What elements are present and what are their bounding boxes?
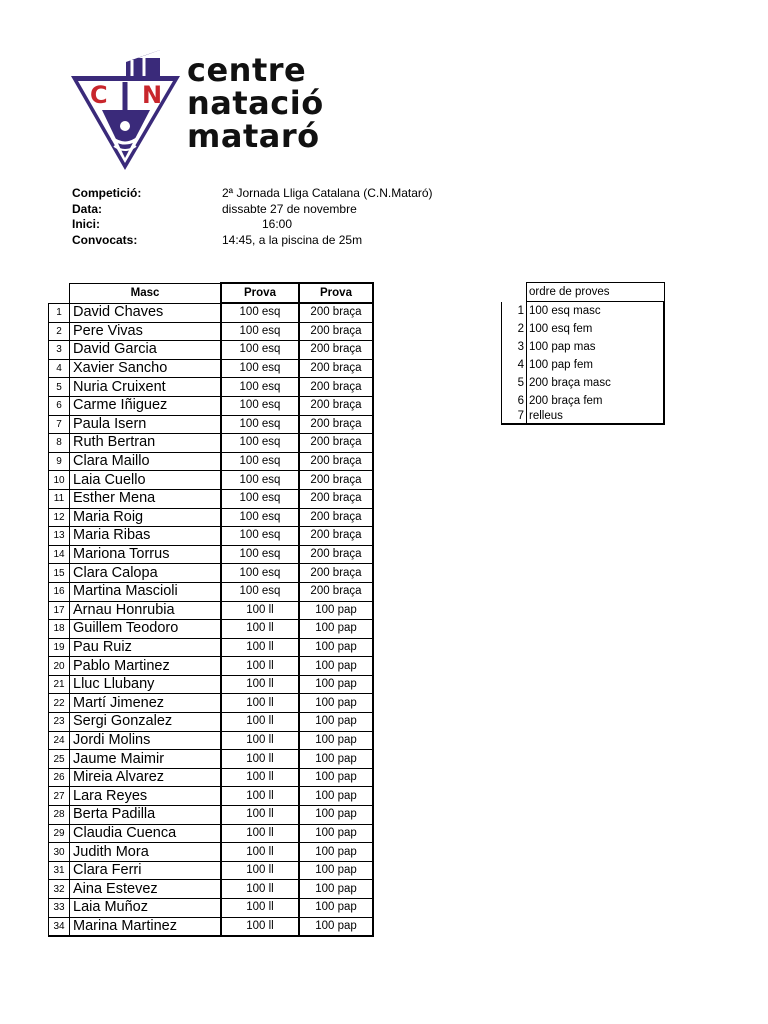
swimmer-name: Nuria Cruixent	[70, 378, 222, 397]
event-1: 100 esq	[221, 341, 299, 360]
convocats-row	[72, 233, 492, 249]
roster-row-number: 7	[49, 415, 70, 434]
roster-row	[49, 359, 374, 378]
swimmer-name: Claudia Cuenca	[70, 824, 222, 843]
roster-row	[49, 620, 374, 639]
event-1: 100 ll	[221, 731, 299, 750]
crest-letter-n: N	[142, 81, 163, 109]
event-2: 200 braça	[299, 489, 373, 508]
swimmer-name: Guillem Teodoro	[70, 620, 222, 639]
roster-row	[49, 731, 374, 750]
event-2: 200 braça	[299, 322, 373, 341]
roster-row-number: 3	[49, 341, 70, 360]
roster-row-number: 29	[49, 824, 70, 843]
roster-row	[49, 713, 374, 732]
roster-row	[49, 396, 374, 415]
event-1: 100 esq	[221, 508, 299, 527]
event-order-table	[501, 282, 665, 425]
event-1: 100 ll	[221, 917, 299, 936]
swimmer-name: Mariona Torrus	[70, 545, 222, 564]
event-1: 100 esq	[221, 434, 299, 453]
roster-row	[49, 489, 374, 508]
roster-row-number: 31	[49, 861, 70, 880]
swimmer-name: Clara Ferri	[70, 861, 222, 880]
event-1: 100 esq	[221, 359, 299, 378]
event-order-header-blank	[502, 283, 527, 302]
roster-row-number: 1	[49, 303, 70, 322]
swimmer-name: Martina Mascioli	[70, 582, 222, 601]
roster-row	[49, 545, 374, 564]
event-1: 100 ll	[221, 638, 299, 657]
inici-value: 16:00	[262, 217, 293, 231]
swimmer-name: David Chaves	[70, 303, 222, 322]
event-order-number: 6	[502, 392, 527, 410]
swimmer-name: Lara Reyes	[70, 787, 222, 806]
roster-row	[49, 694, 374, 713]
roster-header-prova-1: Prova	[221, 283, 299, 303]
swimmer-name: Ruth Bertran	[70, 434, 222, 453]
convocats-value: 14:45, a la piscina de 25m	[222, 232, 363, 247]
event-1: 100 esq	[221, 415, 299, 434]
event-2: 100 pap	[299, 768, 373, 787]
roster-row	[49, 861, 374, 880]
roster-row	[49, 768, 374, 787]
roster-row-number: 16	[49, 582, 70, 601]
roster-header-masc: Masc	[70, 283, 222, 303]
roster-row-number: 12	[49, 508, 70, 527]
roster-table	[48, 282, 374, 937]
event-1: 100 esq	[221, 396, 299, 415]
competition-info	[72, 186, 492, 248]
event-1: 100 ll	[221, 824, 299, 843]
swimmer-name: Sergi Gonzalez	[70, 713, 222, 732]
event-2: 100 pap	[299, 713, 373, 732]
roster-row-number: 5	[49, 378, 70, 397]
swimmer-name: Arnau Honrubia	[70, 601, 222, 620]
club-crest-icon	[68, 48, 188, 174]
event-order-row	[502, 302, 665, 321]
event-2: 200 braça	[299, 434, 373, 453]
roster-row	[49, 787, 374, 806]
roster-row	[49, 917, 374, 936]
roster-row-number: 20	[49, 657, 70, 676]
event-1: 100 ll	[221, 768, 299, 787]
swimmer-name: Maria Ribas	[70, 527, 222, 546]
swimmer-name: Lluc Llubany	[70, 675, 222, 694]
data-label: Data:	[72, 201, 103, 216]
roster-row	[49, 582, 374, 601]
event-order-row	[502, 320, 665, 338]
event-1: 100 ll	[221, 843, 299, 862]
swimmer-name: Aina Estevez	[70, 880, 222, 899]
event-2: 100 pap	[299, 694, 373, 713]
event-1: 100 ll	[221, 806, 299, 825]
event-order-title: ordre de proves	[527, 283, 665, 302]
roster-row	[49, 899, 374, 918]
swimmer-name: Pere Vivas	[70, 322, 222, 341]
swimmer-name: Judith Mora	[70, 843, 222, 862]
event-2: 100 pap	[299, 731, 373, 750]
event-1: 100 esq	[221, 322, 299, 341]
roster-row	[49, 415, 374, 434]
roster-row-number: 8	[49, 434, 70, 453]
event-order-row	[502, 410, 665, 424]
swimmer-name: Mireia Alvarez	[70, 768, 222, 787]
event-2: 100 pap	[299, 750, 373, 769]
roster-row	[49, 341, 374, 360]
event-order-label: 200 braça fem	[527, 392, 665, 410]
swimmer-name: Xavier Sancho	[70, 359, 222, 378]
event-2: 100 pap	[299, 843, 373, 862]
convocats-label: Convocats:	[72, 232, 138, 247]
roster-row-number: 14	[49, 545, 70, 564]
roster-row	[49, 638, 374, 657]
roster-row-number: 24	[49, 731, 70, 750]
roster-row-number: 30	[49, 843, 70, 862]
roster-row-number: 6	[49, 396, 70, 415]
event-1: 100 esq	[221, 452, 299, 471]
swimmer-name: Laia Muñoz	[70, 899, 222, 918]
swimmer-name: Marina Martinez	[70, 917, 222, 936]
roster-row-number: 19	[49, 638, 70, 657]
roster-row-number: 10	[49, 471, 70, 490]
event-order-number: 5	[502, 374, 527, 392]
event-2: 100 pap	[299, 657, 373, 676]
event-1: 100 ll	[221, 620, 299, 639]
roster-row	[49, 806, 374, 825]
roster-header-prova-2: Prova	[299, 283, 373, 303]
club-name-line-2: natació	[187, 84, 324, 122]
event-1: 100 esq	[221, 471, 299, 490]
event-1: 100 esq	[221, 545, 299, 564]
event-order-label: 200 braça masc	[527, 374, 665, 392]
event-2: 200 braça	[299, 527, 373, 546]
swimmer-name: Jaume Maimir	[70, 750, 222, 769]
event-2: 200 braça	[299, 341, 373, 360]
event-order-row	[502, 338, 665, 356]
data-value: dissabte 27 de novembre	[222, 201, 357, 216]
club-logo	[68, 48, 368, 174]
roster-row-number: 4	[49, 359, 70, 378]
event-1: 100 ll	[221, 657, 299, 676]
event-1: 100 ll	[221, 694, 299, 713]
roster-row-number: 17	[49, 601, 70, 620]
event-2: 200 braça	[299, 564, 373, 583]
roster-header-blank	[49, 283, 70, 303]
event-1: 100 esq	[221, 303, 299, 322]
swimmer-name: Paula Isern	[70, 415, 222, 434]
event-2: 200 braça	[299, 303, 373, 322]
event-order-number: 2	[502, 320, 527, 338]
roster-row	[49, 750, 374, 769]
event-order-row	[502, 356, 665, 374]
event-2: 200 braça	[299, 545, 373, 564]
event-1: 100 ll	[221, 787, 299, 806]
event-1: 100 ll	[221, 899, 299, 918]
roster-row	[49, 601, 374, 620]
event-2: 100 pap	[299, 787, 373, 806]
event-1: 100 ll	[221, 675, 299, 694]
event-order-row	[502, 392, 665, 410]
roster-header-row	[49, 283, 374, 303]
event-order-number: 7	[502, 410, 527, 424]
roster-row	[49, 527, 374, 546]
roster-row-number: 26	[49, 768, 70, 787]
roster-row	[49, 303, 374, 322]
swimmer-name: Martí Jimenez	[70, 694, 222, 713]
event-1: 100 esq	[221, 378, 299, 397]
roster-row-number: 11	[49, 489, 70, 508]
roster-row	[49, 471, 374, 490]
event-order-number: 1	[502, 302, 527, 321]
event-order-number: 3	[502, 338, 527, 356]
event-1: 100 ll	[221, 880, 299, 899]
club-name-line-3: mataró	[187, 117, 320, 155]
event-2: 200 braça	[299, 508, 373, 527]
event-1: 100 esq	[221, 564, 299, 583]
roster-row-number: 18	[49, 620, 70, 639]
roster-row-number: 13	[49, 527, 70, 546]
roster-row	[49, 378, 374, 397]
roster-row	[49, 452, 374, 471]
crest-letter-c: C	[90, 81, 108, 109]
roster-row-number: 32	[49, 880, 70, 899]
swimmer-name: Carme Iñiguez	[70, 396, 222, 415]
event-2: 100 pap	[299, 861, 373, 880]
event-order-number: 4	[502, 356, 527, 374]
event-order-label: 100 esq fem	[527, 320, 665, 338]
competicio-value: 2ª Jornada Lliga Catalana (C.N.Mataró)	[222, 186, 433, 200]
event-1: 100 esq	[221, 527, 299, 546]
swimmer-name: Clara Calopa	[70, 564, 222, 583]
competicio-row	[72, 186, 492, 202]
roster-row-number: 9	[49, 452, 70, 471]
competicio-label: Competició:	[72, 186, 142, 200]
roster-row	[49, 824, 374, 843]
event-2: 200 braça	[299, 415, 373, 434]
event-2: 100 pap	[299, 824, 373, 843]
swimmer-name: David Garcia	[70, 341, 222, 360]
event-1: 100 ll	[221, 601, 299, 620]
swimmer-name: Clara Maillo	[70, 452, 222, 471]
roster-row	[49, 675, 374, 694]
event-2: 200 braça	[299, 471, 373, 490]
roster-row-number: 15	[49, 564, 70, 583]
swimmer-name: Berta Padilla	[70, 806, 222, 825]
roster-row	[49, 657, 374, 676]
event-order-row	[502, 374, 665, 392]
event-2: 100 pap	[299, 620, 373, 639]
event-2: 200 braça	[299, 378, 373, 397]
event-order-label: 100 pap fem	[527, 356, 665, 374]
swimmer-name: Pablo Martinez	[70, 657, 222, 676]
inici-row	[72, 217, 492, 233]
event-1: 100 esq	[221, 489, 299, 508]
swimmer-name: Maria Roig	[70, 508, 222, 527]
roster-body	[49, 303, 374, 936]
event-2: 200 braça	[299, 396, 373, 415]
roster-row-number: 27	[49, 787, 70, 806]
roster-row-number: 34	[49, 917, 70, 936]
event-2: 100 pap	[299, 806, 373, 825]
swimmer-name: Laia Cuello	[70, 471, 222, 490]
roster-row-number: 21	[49, 675, 70, 694]
roster-row-number: 33	[49, 899, 70, 918]
roster-row	[49, 322, 374, 341]
club-name	[187, 51, 324, 155]
roster-row	[49, 434, 374, 453]
roster-row	[49, 564, 374, 583]
roster-row	[49, 880, 374, 899]
event-order-label: relleus	[527, 410, 665, 424]
data-row	[72, 202, 492, 218]
roster-row	[49, 508, 374, 527]
roster-row-number: 22	[49, 694, 70, 713]
event-2: 200 braça	[299, 452, 373, 471]
event-2: 100 pap	[299, 601, 373, 620]
swimmer-name: Jordi Molins	[70, 731, 222, 750]
event-2: 200 braça	[299, 359, 373, 378]
event-1: 100 ll	[221, 861, 299, 880]
swimmer-name: Esther Mena	[70, 489, 222, 508]
swimmer-name: Pau Ruiz	[70, 638, 222, 657]
roster-row-number: 2	[49, 322, 70, 341]
event-1: 100 esq	[221, 582, 299, 601]
event-order-label: 100 pap mas	[527, 338, 665, 356]
event-order-label: 100 esq masc	[527, 302, 665, 321]
event-2: 100 pap	[299, 899, 373, 918]
event-2: 100 pap	[299, 638, 373, 657]
event-1: 100 ll	[221, 713, 299, 732]
roster-row	[49, 843, 374, 862]
event-order-body	[502, 283, 665, 425]
event-2: 100 pap	[299, 880, 373, 899]
roster-row-number: 28	[49, 806, 70, 825]
roster-row-number: 25	[49, 750, 70, 769]
event-2: 200 braça	[299, 582, 373, 601]
roster-row-number: 23	[49, 713, 70, 732]
event-order-header-row	[502, 283, 665, 302]
club-name-line-1: centre	[187, 51, 307, 89]
event-2: 100 pap	[299, 675, 373, 694]
event-1: 100 ll	[221, 750, 299, 769]
inici-label: Inici:	[72, 217, 101, 231]
event-2: 100 pap	[299, 917, 373, 936]
